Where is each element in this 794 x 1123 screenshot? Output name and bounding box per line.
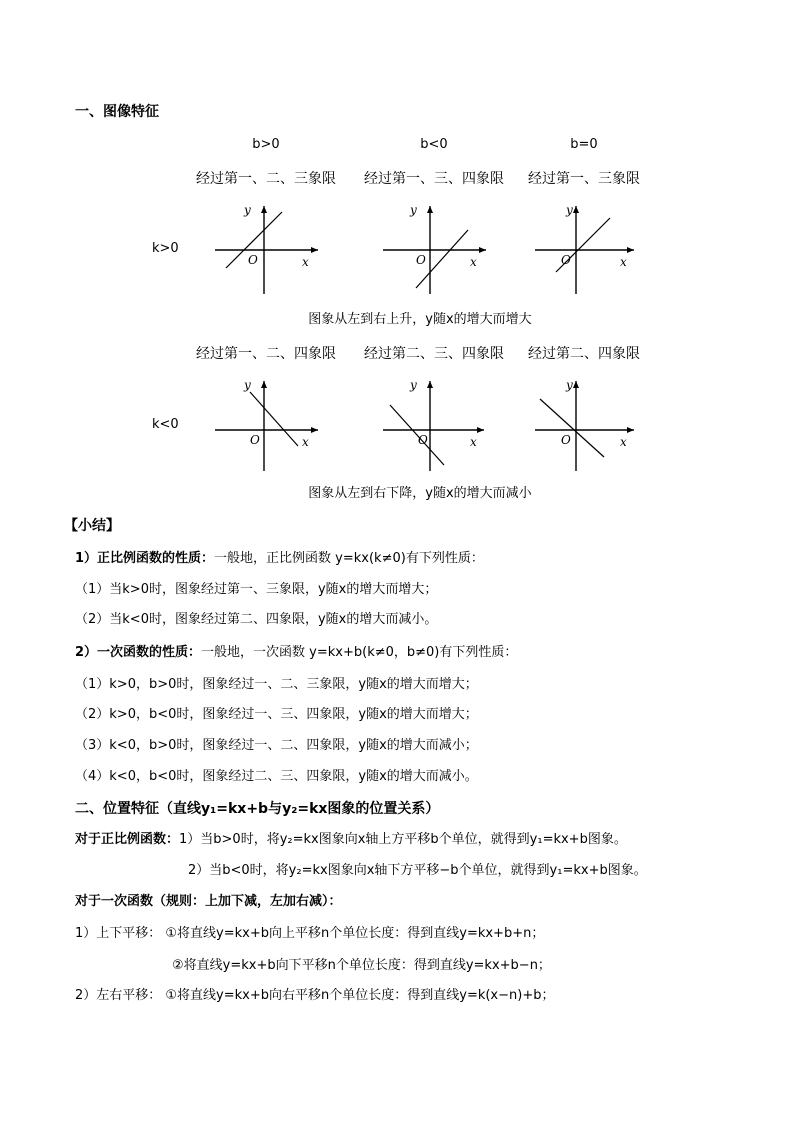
graph-k-negative-b-positive <box>210 375 320 475</box>
section1-title: 一、图像特征 <box>75 104 159 120</box>
y-axis-label: y <box>566 203 573 217</box>
row1-caption: 图象从左到右上升，y随x的增大而增大 <box>308 312 532 327</box>
row1-quadrant-b-positive: 经过第一、二、三象限 <box>196 171 336 187</box>
x-axis-label: x <box>620 255 627 269</box>
section2-prop-2: 2）当b<0时，将y₂=kx图象向x轴下方平移−b个单位，就得到y₁=kx+b图象。 <box>188 863 647 878</box>
origin-label: O <box>418 433 428 447</box>
col-header-b-positive: b>0 <box>252 137 280 152</box>
summary-p2-item-4: （4）k<0，b<0时，图象经过二、三、四象限，y随x的增大而减小。 <box>75 769 478 784</box>
section2-shift-1b: ②将直线y=kx+b向下平移n个单位长度：得到直线y=kx+b−n； <box>172 958 551 973</box>
summary-title: 【小结】 <box>64 518 120 534</box>
section2-prop-1: 1）当b>0时，将y₂=kx图象向x轴上方平移b个单位，就得到y₁=kx+b图象。 <box>179 832 627 847</box>
col-header-b-zero: b=0 <box>570 137 598 152</box>
summary-p2 <box>75 645 517 661</box>
col-header-b-negative: b<0 <box>420 137 448 152</box>
x-axis-label: x <box>620 435 627 449</box>
origin-label: O <box>561 253 571 267</box>
y-axis-label: y <box>410 378 417 392</box>
row2-quadrant-b-positive: 经过第一、二、四象限 <box>196 346 336 362</box>
summary-p1-item-1: （1）当k>0时，图象经过第一、三象限，y随x的增大而增大； <box>75 582 438 597</box>
origin-label: O <box>248 253 258 267</box>
summary-p2-body: 一般地，一次函数 y=kx+b(k≠0，b≠0)有下列性质： <box>201 645 518 660</box>
section2-prop-head: 对于正比例函数： <box>75 832 180 847</box>
x-axis-label: x <box>302 255 309 269</box>
graph-k-negative-b-zero <box>530 375 640 475</box>
graph-k-positive-b-positive <box>210 200 320 300</box>
row1-k-label: k>0 <box>152 241 179 256</box>
origin-label: O <box>250 433 260 447</box>
row2-k-label: k<0 <box>152 417 179 432</box>
row2-quadrant-b-negative: 经过第二、三、四象限 <box>364 346 504 362</box>
graph-k-positive-b-negative <box>378 200 488 300</box>
row1-quadrant-b-zero: 经过第一、三象限 <box>528 171 640 187</box>
row2-caption: 图象从左到右下降，y随x的增大而减小 <box>308 486 532 501</box>
x-axis-label: x <box>302 435 309 449</box>
section2-shift-2a: 2）左右平移： ①将直线y=kx+b向右平移n个单位长度：得到直线y=k(x−n)+b； <box>75 988 555 1003</box>
origin-label: O <box>416 253 426 267</box>
summary-p2-item-3: （3）k<0，b>0时，图象经过一、二、四象限，y随x的增大而减小； <box>75 738 478 753</box>
origin-label: O <box>561 433 571 447</box>
y-axis-label: y <box>410 203 417 217</box>
section2-shift-1a: 1）上下平移： ①将直线y=kx+b向上平移n个单位长度：得到直线y=kx+b+n； <box>75 926 545 941</box>
y-axis-label: y <box>566 378 573 392</box>
section2-title: 二、位置特征（直线y₁=kx+b与y₂=kx图象的位置关系） <box>75 801 440 817</box>
row1-quadrant-b-negative: 经过第一、三、四象限 <box>364 171 504 187</box>
y-axis-label: y <box>244 378 251 392</box>
graph-k-negative-b-negative <box>378 375 488 475</box>
y-axis-label: y <box>244 203 251 217</box>
summary-p1-item-2: （2）当k<0时，图象经过第二、四象限，y随x的增大而减小。 <box>75 612 438 627</box>
summary-p2-item-1: （1）k>0，b>0时，图象经过一、二、三象限，y随x的增大而增大； <box>75 677 478 692</box>
x-axis-label: x <box>470 255 477 269</box>
row2-quadrant-b-zero: 经过第二、四象限 <box>528 346 640 362</box>
summary-p2-item-2: （2）k>0，b<0时，图象经过一、三、四象限，y随x的增大而增大； <box>75 707 478 722</box>
section2-prop-line-1 <box>75 832 627 848</box>
summary-p1-body: 一般地，正比例函数 y=kx(k≠0)有下列性质： <box>214 551 484 566</box>
x-axis-label: x <box>470 435 477 449</box>
summary-p2-head: 2）一次函数的性质： <box>75 645 202 660</box>
graph-k-positive-b-zero <box>530 200 640 300</box>
summary-p1 <box>75 551 484 567</box>
summary-p1-head: 1）正比例函数的性质： <box>75 551 215 566</box>
section2-linear-head: 对于一次函数（规则：上加下减，左加右减）： <box>75 894 342 909</box>
